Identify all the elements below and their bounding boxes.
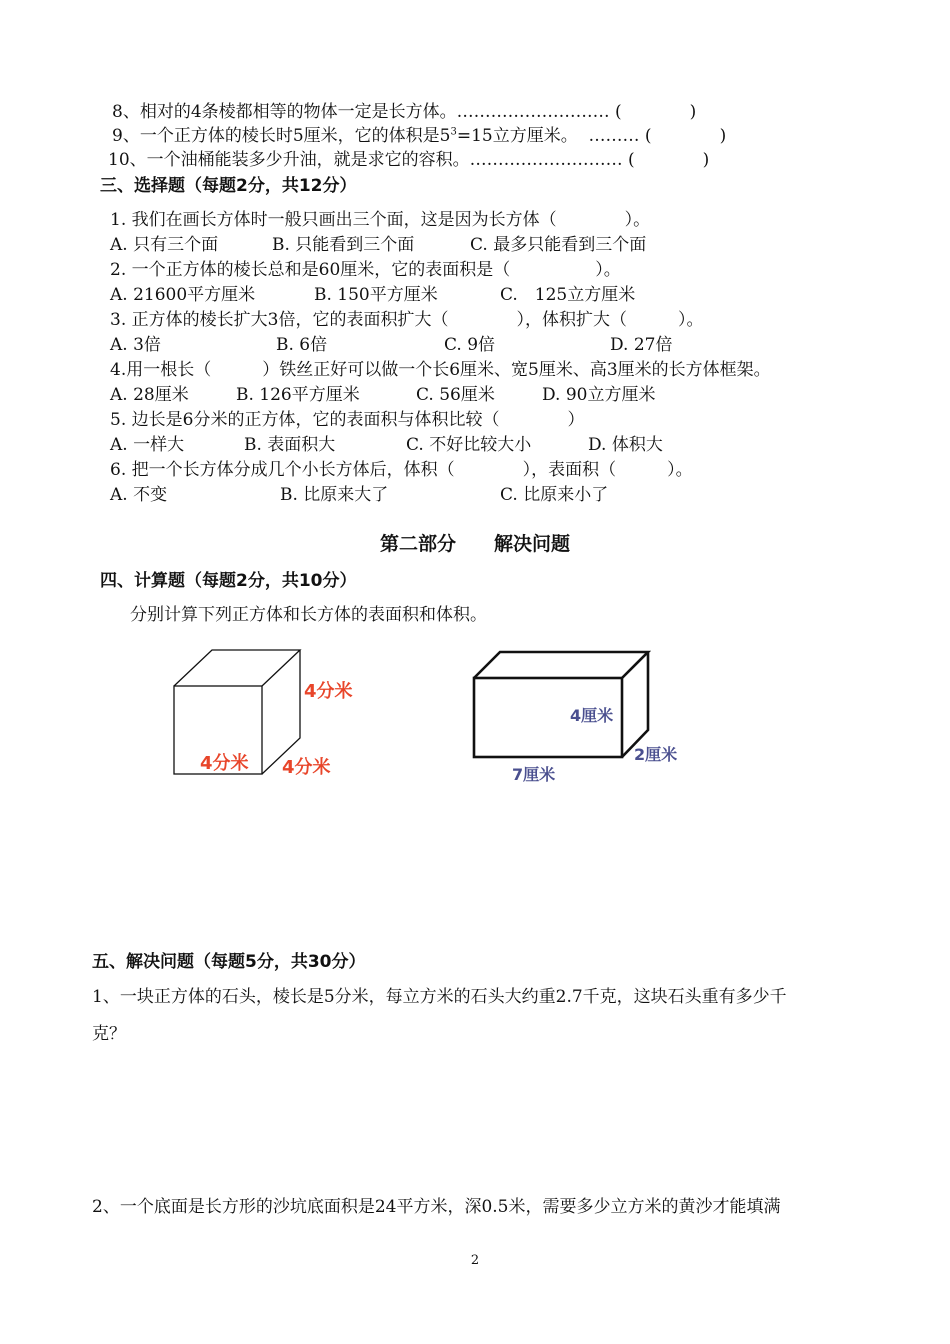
- choice-q3: 3. 正方体的棱长扩大3倍，它的表面积扩大（ ），体积扩大（ ）。: [110, 310, 704, 330]
- option: B. 表面积大: [244, 435, 336, 455]
- choice-q5: 5. 边长是6分米的正方体，它的表面积与体积比较（ ）: [110, 410, 585, 430]
- judgement-q10: 10、一个油桶能装多少升油，就是求它的容积。……………………… ( ): [108, 150, 710, 170]
- cube-figure: [160, 640, 380, 790]
- choice-q3-options: [110, 334, 870, 356]
- option: C. 56厘米: [416, 385, 495, 405]
- option: B. 126平方厘米: [236, 385, 360, 405]
- option: A. 不变: [110, 485, 168, 505]
- choice-q4: 4.用一根长（ ）铁丝正好可以做一个长6厘米、宽5厘米、高3厘米的长方体框架。: [110, 360, 771, 380]
- option: B. 只能看到三个面: [272, 235, 415, 255]
- choice-q1: 1. 我们在画长方体时一般只画出三个面，这是因为长方体（ ）。: [110, 210, 651, 230]
- cube-label-height: 4分米: [304, 681, 353, 702]
- option: B. 6倍: [276, 335, 328, 355]
- option: C. 9倍: [444, 335, 496, 355]
- cube-label-length: 4分米: [200, 753, 249, 774]
- cuboid-label-length: 7厘米: [512, 765, 556, 784]
- problem-q1-line2: 克？: [92, 1024, 126, 1044]
- cuboid-label-height: 4厘米: [570, 706, 614, 725]
- option: B. 比原来大了: [280, 485, 389, 505]
- cuboid-top-face: [474, 652, 648, 678]
- judgement-q8: 8、相对的4条棱都相等的物体一定是长方体。……………………… ( ): [112, 102, 697, 122]
- choice-q5-options: [110, 434, 870, 456]
- section4-heading: 四、计算题（每题2分，共10分）: [100, 571, 357, 591]
- cube-top-face: [174, 650, 300, 686]
- page-number: 2: [470, 1253, 480, 1268]
- choice-q2-options: [110, 284, 870, 306]
- option: A. 只有三个面: [110, 235, 219, 255]
- problem-q2-line1: 2、一个底面是长方形的沙坑底面积是24平方米，深0.5米，需要多少立方米的黄沙才能填满: [92, 1197, 781, 1217]
- cube-label-width: 4分米: [282, 757, 331, 778]
- option: A. 28厘米: [110, 385, 189, 405]
- option: B. 150平方厘米: [314, 285, 438, 305]
- option: D. 90立方厘米: [542, 385, 656, 405]
- choice-q1-options: [110, 234, 870, 256]
- option: C. 最多只能看到三个面: [470, 235, 647, 255]
- cuboid-label-width: 2厘米: [634, 745, 678, 764]
- problem-q1-line1: 1、一块正方体的石头，棱长是5分米，每立方米的石头大约重2.7千克，这块石头重有多少千: [92, 987, 787, 1007]
- option: C. 125立方厘米: [500, 285, 636, 305]
- choice-q6-options: [110, 484, 870, 506]
- section4-instruction: 分别计算下列正方体和长方体的表面积和体积。: [130, 605, 487, 625]
- choice-q2: 2. 一个正方体的棱长总和是60厘米，它的表面积是（ ）。: [110, 260, 621, 280]
- cuboid-side-face: [622, 652, 648, 757]
- option: A. 一样大: [110, 435, 185, 455]
- section5-heading: 五、解决问题（每题5分，共30分）: [92, 952, 366, 972]
- option: C. 比原来小了: [500, 485, 609, 505]
- choice-q6: 6. 把一个长方体分成几个小长方体后，体积（ ），表面积（ ）。: [110, 460, 693, 480]
- section3-heading: 三、选择题（每题2分，共12分）: [100, 176, 357, 196]
- judgement-q9: 9、一个正方体的棱长时5厘米，它的体积是$5^3=15$立方厘米。 ……… ( ): [112, 126, 727, 146]
- option: A. 21600平方厘米: [110, 285, 256, 305]
- choice-q4-options: [110, 384, 870, 406]
- part2-title: 第二部分 解决问题: [379, 533, 570, 555]
- option: A. 3倍: [110, 335, 161, 355]
- option: D. 27倍: [610, 335, 673, 355]
- option: D. 体积大: [588, 435, 663, 455]
- option: C. 不好比较大小: [406, 435, 532, 455]
